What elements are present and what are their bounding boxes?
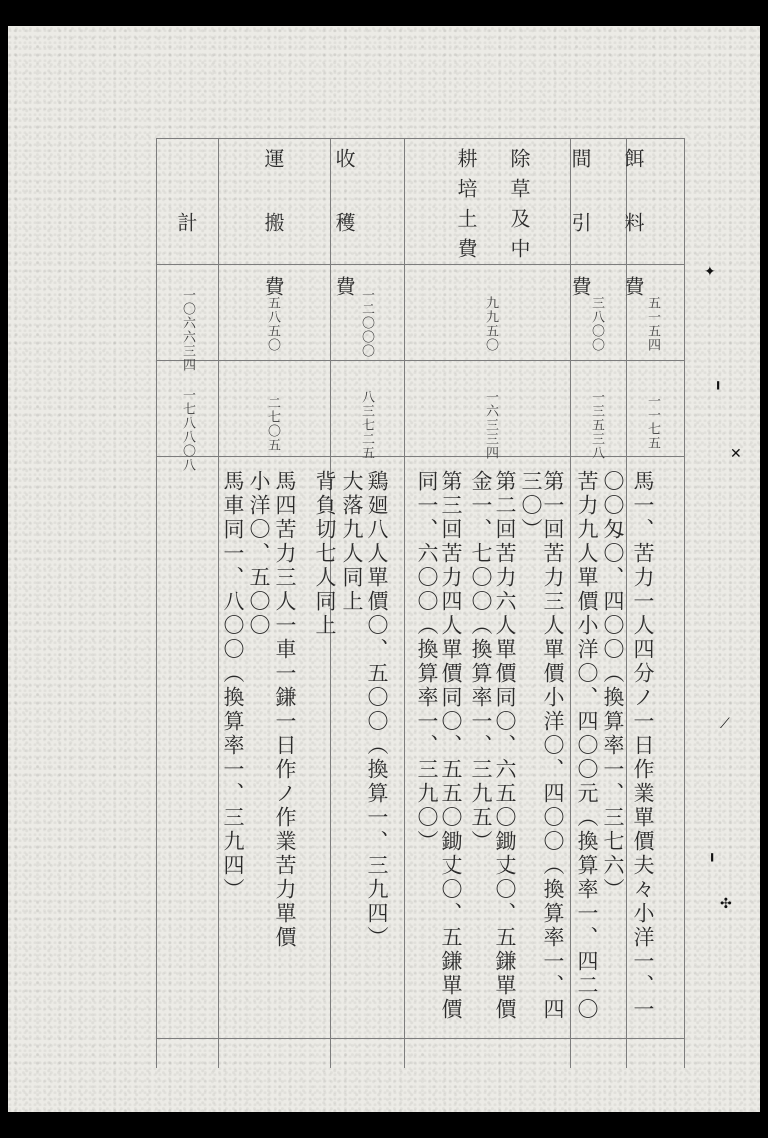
ink-speck: ✦: [704, 264, 716, 280]
scanned-page: [8, 26, 760, 1112]
note-line: 金一、七〇〇（換算率一、三九五）: [469, 470, 493, 854]
amount-feed-1: 五一五四: [645, 296, 660, 352]
ink-speck: ╻: [708, 846, 717, 862]
amount-total-1: 一〇六六三四: [180, 288, 195, 372]
ink-speck: ⟋: [720, 716, 730, 732]
note-line: 苦力九人單價小洋〇、四〇〇元（換算率一、四二〇: [575, 470, 599, 1022]
note-line: 馬一、苦力一人四分ノ一日作業單價夫々小洋一、一: [631, 470, 655, 1022]
table-rule: [156, 360, 684, 361]
amount-transport-1: 五八五〇: [265, 296, 280, 352]
note-line: 〇〇匁〇、四〇〇（換算率一、三七六）: [601, 470, 625, 902]
note-line: 三〇）: [519, 470, 543, 542]
note-line: 馬車同一、八〇〇（換算率一、三九四）: [221, 470, 245, 902]
row-label-total: 計: [174, 212, 198, 242]
table-rule: [156, 456, 684, 457]
table-rule: [218, 138, 219, 1068]
note-line: 小洋〇、五〇〇: [247, 470, 271, 638]
note-line: 背負切七人同上: [313, 470, 337, 638]
row-label-weeding: 除草及中: [507, 148, 531, 268]
ink-speck: ✕: [730, 446, 742, 462]
amount-harvest-1: 一二〇〇〇: [359, 288, 374, 358]
row-label-transport: 運 搬 費: [261, 148, 285, 306]
table-rule: [156, 138, 157, 1068]
table-rule: [684, 138, 685, 1068]
note-line: 鶏廻八人單價〇、五〇〇（換算一、三九四）: [365, 470, 389, 950]
row-label-thinning: 間 引 費: [568, 148, 592, 306]
row-label-feed: 餌 料 費: [621, 148, 645, 306]
amount-thinning-2: 一三五三八: [589, 390, 604, 460]
amount-thinning-1: 三八〇〇: [589, 296, 604, 352]
row-label-weeding-line2: 耕培土費: [454, 148, 478, 268]
table-rule: [156, 264, 684, 265]
note-line: 大落九人同上: [340, 470, 364, 614]
amount-feed-2: 一一七五: [645, 394, 660, 450]
table-rule: [404, 138, 405, 1068]
amount-total-2: 一七八八〇八: [180, 388, 195, 472]
note-line: 馬四苦力三人一車一鎌一日作ノ作業苦力單價: [273, 470, 297, 950]
table-rule: [156, 1038, 684, 1039]
ink-speck: ✣: [720, 896, 732, 912]
note-line: 第二回苦力六人單價同〇、六五〇鋤丈〇、五鎌單價: [493, 470, 517, 1022]
note-line: 同一、六〇〇（換算率一、三九〇）: [415, 470, 439, 854]
amount-transport-2: 二七〇五: [265, 396, 280, 452]
row-label-harvest: 收 穫 費: [332, 148, 356, 306]
amount-harvest-2: 八三七二五: [359, 390, 374, 460]
note-line: 第三回苦力四人單價同〇、五五〇鋤丈〇、五鎌單價: [439, 470, 463, 1022]
note-line: 第一回苦力三人單價小洋〇、四〇〇（換算率一、四: [541, 470, 565, 1022]
table-rule: [156, 138, 684, 139]
amount-weeding-2: 一六三三四: [483, 390, 498, 460]
ink-speck: ╻: [714, 374, 723, 390]
amount-weeding-1: 九九五〇: [483, 296, 498, 352]
